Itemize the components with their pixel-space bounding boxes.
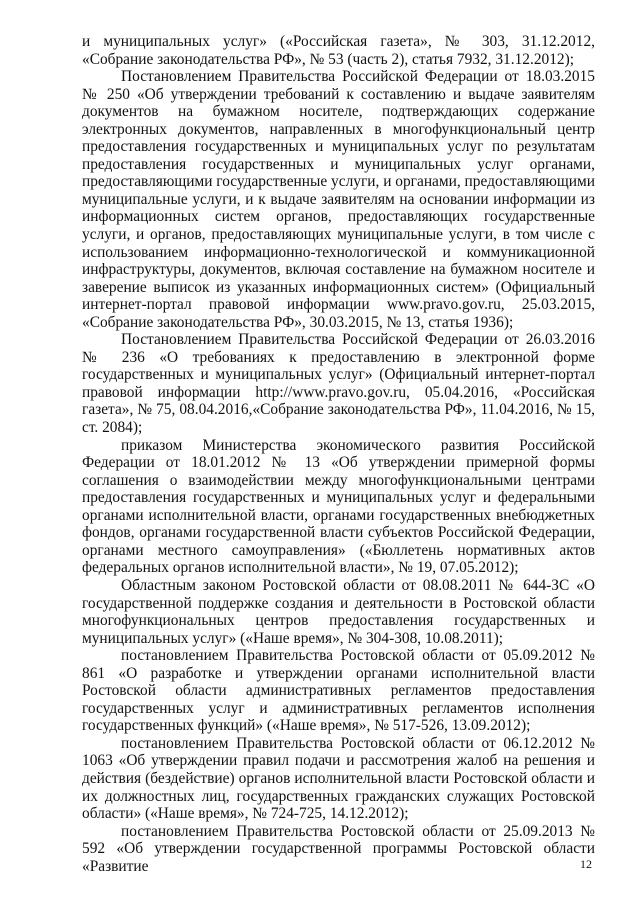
paragraph-decree-592: постановлением Правительства Ростовской области от 25.09.2013 № 592 «Об утверждении государственной программы Ростовской области «Развитие bbox=[82, 822, 595, 875]
paragraph-decree-236: Постановлением Правительства Российской Федерации от 26.03.2016 № 236 «О требованиях к предоставлению в электронной форме государственных и муниципальных услуг» (Официальный интернет-портал правовой информации http://www.pravo.gov.ru, 05.04.2016, «Российская газета», № 75, 08.04.2016,«Собрание законодательства РФ», 11.04.2016, № 15, ст. 2084); bbox=[82, 331, 595, 437]
paragraph-decree-250: Постановлением Правительства Российской Федерации от 18.03.2015 № 250 «Об утверждении требований к составлению и выдаче заявителям документов на бумажном носителе, подтверждающих содержание электронных документов, направленных в многофункциональный центр предоставления государственных и муниципальных услуг по результатам предоставления государственных и муниципальных услуг органами, предоставляющими государственные услуги, и органами, предоставляющими муниципальные услуги, и к выдаче заявителям на основании информации из информационных систем органов, предоставляющих государственные услуги, и органов, предоставляющих муниципальные услуги, в том числе с использованием информационно-технологической и коммуникационной инфраструктуры, документов, включая составление на бумажном носителе и заверение выписок из указанных информационных систем» (Официальный интернет-портал правовой информации www.pravo.gov.ru, 25.03.2015, «Собрание законодательства РФ», 30.03.2015, № 13, статья 1936); bbox=[82, 68, 595, 331]
paragraph-order-13: приказом Министерства экономического развития Российской Федерации от 18.01.2012 № 13 «Об утверждении примерной формы соглашения о взаимодействии между многофункциональными центрами предоставления государственных и муниципальных услуг и федеральными органами исполнительной власти, органами государственных внебюджетных фондов, органами государственной власти субъектов Российской Федерации, органами местного самоуправления» («Бюллетень нормативных актов федеральных органов исполнительной власти», № 19, 07.05.2012); bbox=[82, 436, 595, 577]
paragraph-regional-law-644: Областным законом Ростовской области от 08.08.2011 № 644-ЗС «О государственной поддержке создания и деятельности в Ростовской области многофункциональных центров предоставления государственных и муниципальных услуг» («Наше время», № 304-308, 10.08.2011); bbox=[82, 576, 595, 647]
paragraph-decree-861: постановлением Правительства Ростовской области от 05.09.2012 № 861 «О разработке и утверждении органами исполнительной власти Ростовской области административных регламентов предоставления государственных услуг и административных регламентов исполнения государственных функций» («Наше время», № 517-526, 13.09.2012); bbox=[82, 647, 595, 735]
paragraph-continued: и муниципальных услуг» («Российская газета», № 303, 31.12.2012, «Собрание законодательства РФ», № 53 (часть 2), статья 7932, 31.12.2012); bbox=[82, 33, 595, 68]
page-number: 12 bbox=[580, 857, 592, 871]
paragraph-decree-1063: постановлением Правительства Ростовской области от 06.12.2012 № 1063 «Об утверждении правил подачи и рассмотрения жалоб на решения и действия (бездействие) органов исполнительной власти Ростовской области и их должностных лиц, государственных гражданских служащих Ростовской области» («Наше время», № 724-725, 14.12.2012); bbox=[82, 734, 595, 823]
document-body bbox=[82, 33, 595, 875]
